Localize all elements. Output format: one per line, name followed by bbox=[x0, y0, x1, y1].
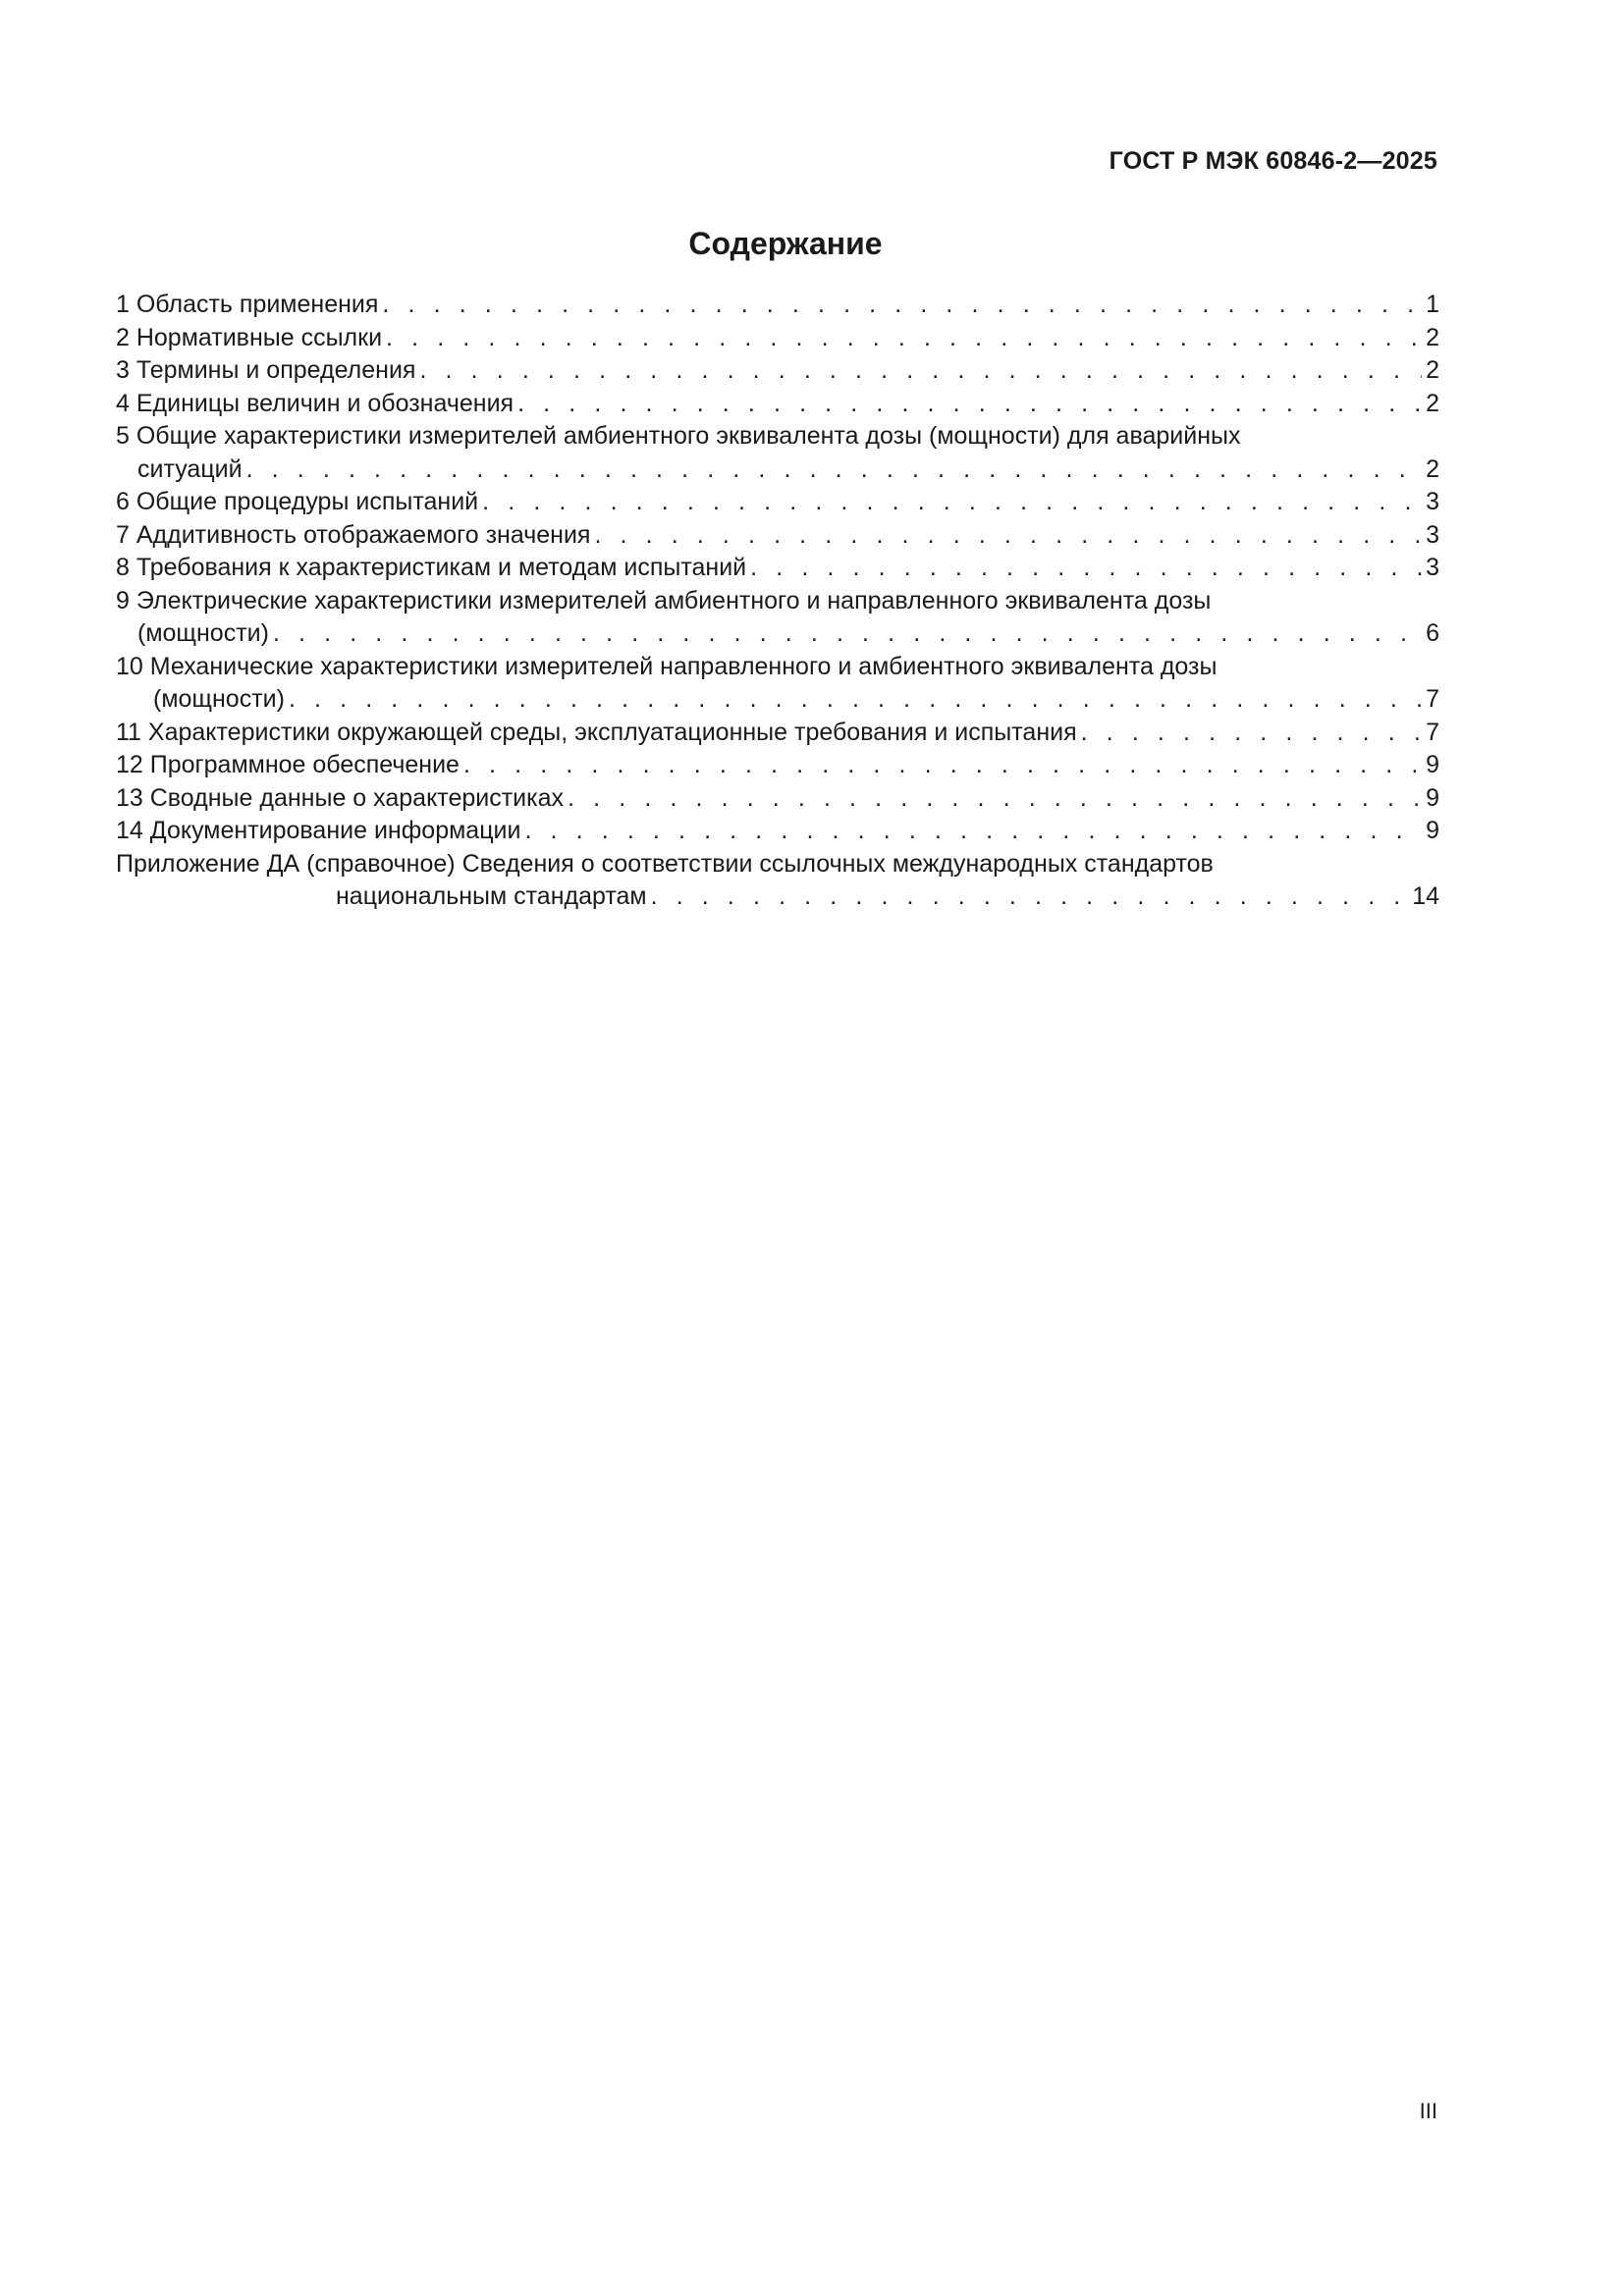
table-of-contents bbox=[116, 289, 1439, 914]
toc-entry-page: 2 bbox=[1426, 356, 1439, 384]
toc-entry-11[interactable] bbox=[116, 717, 1439, 750]
dot-leader bbox=[482, 486, 1422, 519]
dot-leader bbox=[419, 354, 1422, 388]
toc-entry-10[interactable] bbox=[116, 651, 1439, 717]
toc-entry-title-line2: национальным стандартам bbox=[336, 882, 647, 910]
dot-leader bbox=[289, 683, 1422, 717]
toc-entry-title: 6 Общие процедуры испытаний bbox=[116, 488, 479, 515]
toc-entry-page: 6 bbox=[1426, 619, 1439, 647]
toc-entry-page: 2 bbox=[1426, 323, 1439, 351]
dot-leader bbox=[651, 881, 1409, 914]
dot-leader bbox=[382, 289, 1422, 322]
toc-entry-title: 8 Требования к характеристикам и методам испытаний bbox=[116, 554, 747, 581]
toc-entry-title: 14 Документирование информации bbox=[116, 817, 521, 844]
toc-entry-7[interactable] bbox=[116, 519, 1439, 553]
page-number: III bbox=[1419, 2099, 1437, 2123]
toc-entry-title: 4 Единицы величин и обозначения bbox=[116, 389, 514, 417]
toc-entry-title: 3 Термины и определения bbox=[116, 356, 416, 384]
document-code: ГОСТ Р МЭК 60846-2—2025 bbox=[1109, 147, 1437, 175]
toc-entry-title: 7 Аддитивность отображаемого значения bbox=[116, 520, 591, 549]
toc-entry-8[interactable] bbox=[116, 552, 1439, 585]
toc-entry-annex-da[interactable] bbox=[116, 848, 1439, 914]
dot-leader bbox=[246, 454, 1423, 487]
toc-title: Содержание bbox=[688, 226, 883, 261]
toc-entry-12[interactable] bbox=[116, 749, 1439, 782]
toc-entry-13[interactable] bbox=[116, 782, 1439, 816]
toc-entry-page: 7 bbox=[1426, 718, 1439, 746]
dot-leader bbox=[463, 749, 1422, 782]
toc-entry-1[interactable] bbox=[116, 289, 1439, 322]
toc-entry-6[interactable] bbox=[116, 486, 1439, 519]
dot-leader bbox=[1081, 717, 1422, 750]
toc-entry-page: 9 bbox=[1426, 817, 1439, 844]
toc-entry-page: 9 bbox=[1426, 783, 1439, 812]
toc-entry-title-line2: ситуаций bbox=[137, 454, 243, 483]
toc-entry-page: 2 bbox=[1426, 389, 1439, 417]
toc-entry-page: 3 bbox=[1426, 520, 1439, 549]
toc-entry-page: 2 bbox=[1426, 454, 1439, 483]
toc-entry-page: 9 bbox=[1426, 751, 1439, 778]
toc-entry-page: 3 bbox=[1426, 554, 1439, 581]
toc-entry-title: 13 Сводные данные о характеристиках bbox=[116, 783, 565, 812]
toc-entry-title: 12 Программное обеспечение bbox=[116, 751, 460, 778]
dot-leader bbox=[386, 322, 1422, 355]
toc-entry-title-line1: 5 Общие характеристики измерителей амбиентного эквивалента дозы (мощности) для аварийных bbox=[116, 422, 1241, 450]
toc-entry-4[interactable] bbox=[116, 388, 1439, 421]
toc-entry-5[interactable] bbox=[116, 420, 1439, 486]
dot-leader bbox=[594, 519, 1422, 553]
dot-leader bbox=[524, 815, 1422, 848]
toc-entry-page: 14 bbox=[1412, 882, 1439, 910]
toc-entry-title-line2: (мощности) bbox=[153, 685, 285, 713]
toc-entry-page: 3 bbox=[1426, 488, 1439, 515]
toc-entry-title-line2: (мощности) bbox=[137, 619, 269, 647]
toc-entry-page: 7 bbox=[1426, 685, 1439, 713]
toc-entry-9[interactable] bbox=[116, 585, 1439, 651]
dot-leader bbox=[750, 552, 1422, 585]
dot-leader bbox=[273, 617, 1422, 651]
toc-entry-title: 11 Характеристики окружающей среды, эксплуатационные требования и испытания bbox=[116, 718, 1077, 746]
toc-entry-14[interactable] bbox=[116, 815, 1439, 848]
toc-entry-title-line1: 10 Механические характеристики измерителей направленного и амбиентного эквивалента дозы bbox=[116, 652, 1218, 680]
toc-entry-title-line1: Приложение ДА (справочное) Сведения о соответствии ссылочных международных стандартов bbox=[116, 849, 1214, 878]
dot-leader bbox=[517, 388, 1422, 421]
toc-entry-3[interactable] bbox=[116, 354, 1439, 388]
toc-entry-page: 1 bbox=[1426, 291, 1439, 318]
toc-entry-title-line1: 9 Электрические характеристики измерителей амбиентного и направленного эквивалента дозы bbox=[116, 586, 1212, 614]
toc-entry-title: 1 Область применения bbox=[116, 291, 379, 318]
dot-leader bbox=[568, 782, 1422, 816]
toc-entry-title: 2 Нормативные ссылки bbox=[116, 323, 383, 351]
toc-entry-2[interactable] bbox=[116, 322, 1439, 355]
